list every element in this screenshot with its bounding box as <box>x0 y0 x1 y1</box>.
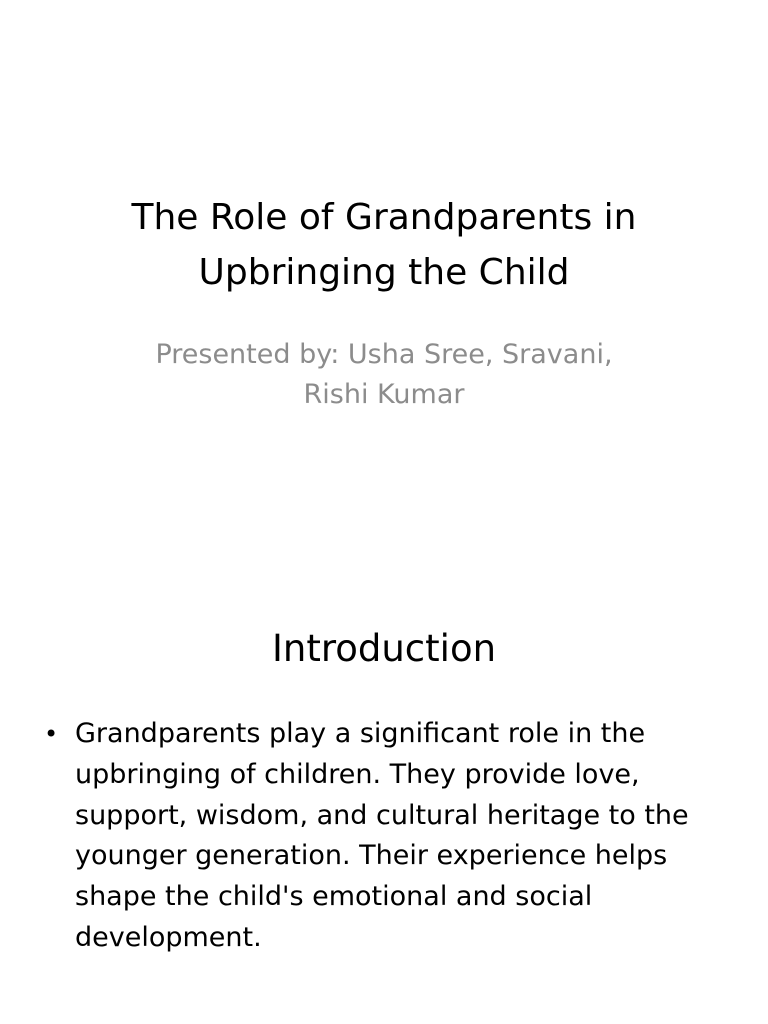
bullet-line-2: upbringing of children. They provide love, <box>75 758 640 790</box>
bullet-list <box>40 714 720 959</box>
bullet-line-5: shape the child's emotional and social <box>75 881 593 913</box>
title-line-2: Upbringing the Child <box>198 252 570 293</box>
bullet-icon: • <box>44 720 59 748</box>
bullet-line-1: Grandparents play a significant role in the <box>75 718 646 749</box>
bullet-line-4: younger generation. Their experience helps <box>75 840 668 872</box>
introduction-slide <box>0 576 768 1024</box>
title-line-1: The Role of Grandparents in <box>131 197 637 238</box>
list-item <box>40 714 720 959</box>
subtitle-line-1: Presented by: Usha Sree, Sravani, <box>155 339 613 370</box>
section-heading: Introduction <box>271 627 497 670</box>
subtitle-line-2: Rishi Kumar <box>303 379 465 410</box>
presentation-title <box>40 190 728 300</box>
presenters-subtitle <box>100 335 668 415</box>
bullet-line-3: support, wisdom, and cultural heritage to the <box>75 799 689 831</box>
bullet-line-6: development. <box>75 921 262 953</box>
